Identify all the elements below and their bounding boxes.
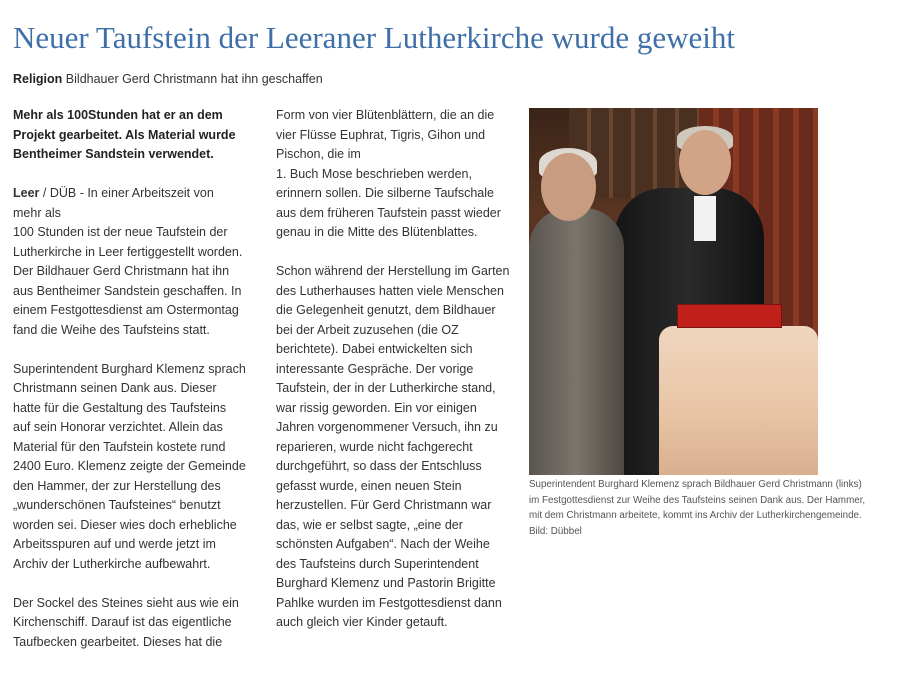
text-line: gefasst wurde, einen neuen Stein [276,478,462,493]
text-line: mit dem Christmann arbeitete, kommt ins Archiv der Lutherkirchengemeinde. [529,510,862,521]
text-line: fand die Weihe des Taufsteins statt. [13,322,210,337]
text-line: aus dem früheren Taufstein passt wieder [276,205,501,220]
photo-caption [529,477,894,539]
text-line: Kirchenschiff. Darauf ist das eigentliche [13,615,232,629]
text-line: „wunderschönen Taufsteines“ benutzt [13,498,221,512]
dateline-line [13,184,268,204]
text-line: vier Flüsse Euphrat, Tigris, Gihon und [276,127,486,142]
text-line: durchgeführt, so dass der Entschluss [276,459,482,473]
paragraph [13,594,268,653]
text-line: Pahlke wurden im Festgottesdienst dann [276,595,502,610]
text-line: Burghard Klemenz und Pastorin Brigitte [276,576,496,590]
text-line: Schon während der Herstellung im Garten [276,264,510,278]
text-line: auf sein Honorar verzichtet. Allein das [13,420,223,434]
text-line: den Hammer, der zur Herstellung des [13,478,221,493]
text-line: Der Sockel des Steines sieht aus wie ein [13,595,239,610]
text-line: hatte für die Gestaltung des Taufsteins [13,400,227,415]
text-line: Taufstein, der in der Lutherkirche stand, [276,381,496,395]
text-line: des Taufsteins durch Superintendent [276,556,479,571]
text-line: mehr als [13,205,61,220]
article-photo[interactable] [529,108,818,475]
text-line: aus Bentheimer Sandstein geschaffen. In [13,283,242,298]
text-line: Jahren vorgenommener Versuch, ihn zu [276,420,498,434]
text-line: schönsten Aufgaben“. Nach der Weihe [276,537,490,551]
text-line: interessante Gespräche. Der vorige [276,361,474,376]
subtitle-text: Bildhauer Gerd Christmann hat ihn geschaffen [65,72,323,86]
baptismal-font [659,326,818,475]
text-line: Material für den Taufstein kostete rund [13,439,226,454]
text-line: Bentheimer Sandstein verwendet. [13,147,214,161]
text-line: 1. Buch Mose beschrieben werden, [276,166,472,181]
text-line: Lutherkirche in Leer fertiggestellt worden. [13,244,243,259]
text-line: Superintendent Burghard Klemenz sprach Bildhauer Gerd Christmann (links) [529,479,862,490]
paragraph [276,106,524,243]
clerical-collar [694,196,716,241]
text-line: Bild: Dübbel [529,525,582,537]
text-line: Pischon, die im [276,147,361,161]
article-subtitle [13,72,613,86]
text-line: einem Festgottesdienst am Ostermontag [13,303,239,317]
text-line: Superintendent Burghard Klemenz sprach [13,361,246,376]
paragraph [13,360,268,575]
text-line: Taufbecken gearbeitet. Dieses hat die [13,634,223,649]
sculptor-head [541,153,596,221]
text-line: im Festgottesdienst zur Weihe des Taufsteins seinen Dank aus. Der Hammer, [529,494,866,506]
text-line: genau in die Mitte des Blütenblattes. [276,225,478,239]
text-line: Christmann seinen Dank aus. Dieser [13,381,217,395]
text-line: Projekt gearbeitet. Als Material wurde [13,127,236,142]
text-line: worden sei. Dieser wies doch erhebliche [13,517,237,532]
text-line: 2400 Euro. Klemenz zeigte der Gemeinde [13,459,246,473]
text-line: Mehr als 100Stunden hat er an dem [13,108,223,122]
text-line: Archiv der Lutherkirche aufbewahrt. [13,556,211,571]
text-line: berichtete). Dabei entwickelten sich [276,342,473,356]
dateline: Leer [13,186,40,200]
paragraph-lines [13,204,268,341]
text-line: Arbeitsspuren auf und werde jetzt im [13,537,216,551]
text-line: Der Bildhauer Gerd Christmann hat ihn [13,264,230,278]
text-line: bei der Arbeit zuzusehen (die OZ [276,322,459,337]
lead-paragraph [13,106,268,165]
text-line: war rissig geworden. Ein vor einigen [276,400,477,415]
text-line: die Gelegenheit genutzt, dem Bildhauer [276,303,496,317]
text-line: 100 Stunden ist der neue Taufstein der [13,225,228,239]
article-column-1 [13,106,268,672]
red-book [677,304,782,328]
paragraph [276,262,524,633]
text-line: Form von vier Blütenblättern, die an die [276,108,495,122]
text-line: herzustellen. Für Gerd Christmann war [276,498,492,512]
text-line: auch gleich vier Kinder getauft. [276,615,448,629]
dateline-rest: / DÜB - In einer Arbeitszeit von [39,186,214,200]
category-label: Religion [13,72,63,86]
paragraph [13,184,268,340]
text-line: reparieren, wurde nicht fachgerecht [276,439,473,454]
article-column-2 [276,106,524,652]
article-title: Neuer Taufstein der Leeraner Lutherkirche wurde geweiht [13,20,735,55]
text-line: des Lutherhauses hatten viele Menschen [276,283,504,298]
superintendent-head [679,130,731,195]
sculptor-figure [529,208,624,475]
text-line: das, wie er selbst sagte, „eine der [276,517,463,532]
text-line: erinnern sollen. Die silberne Taufschale [276,186,494,200]
